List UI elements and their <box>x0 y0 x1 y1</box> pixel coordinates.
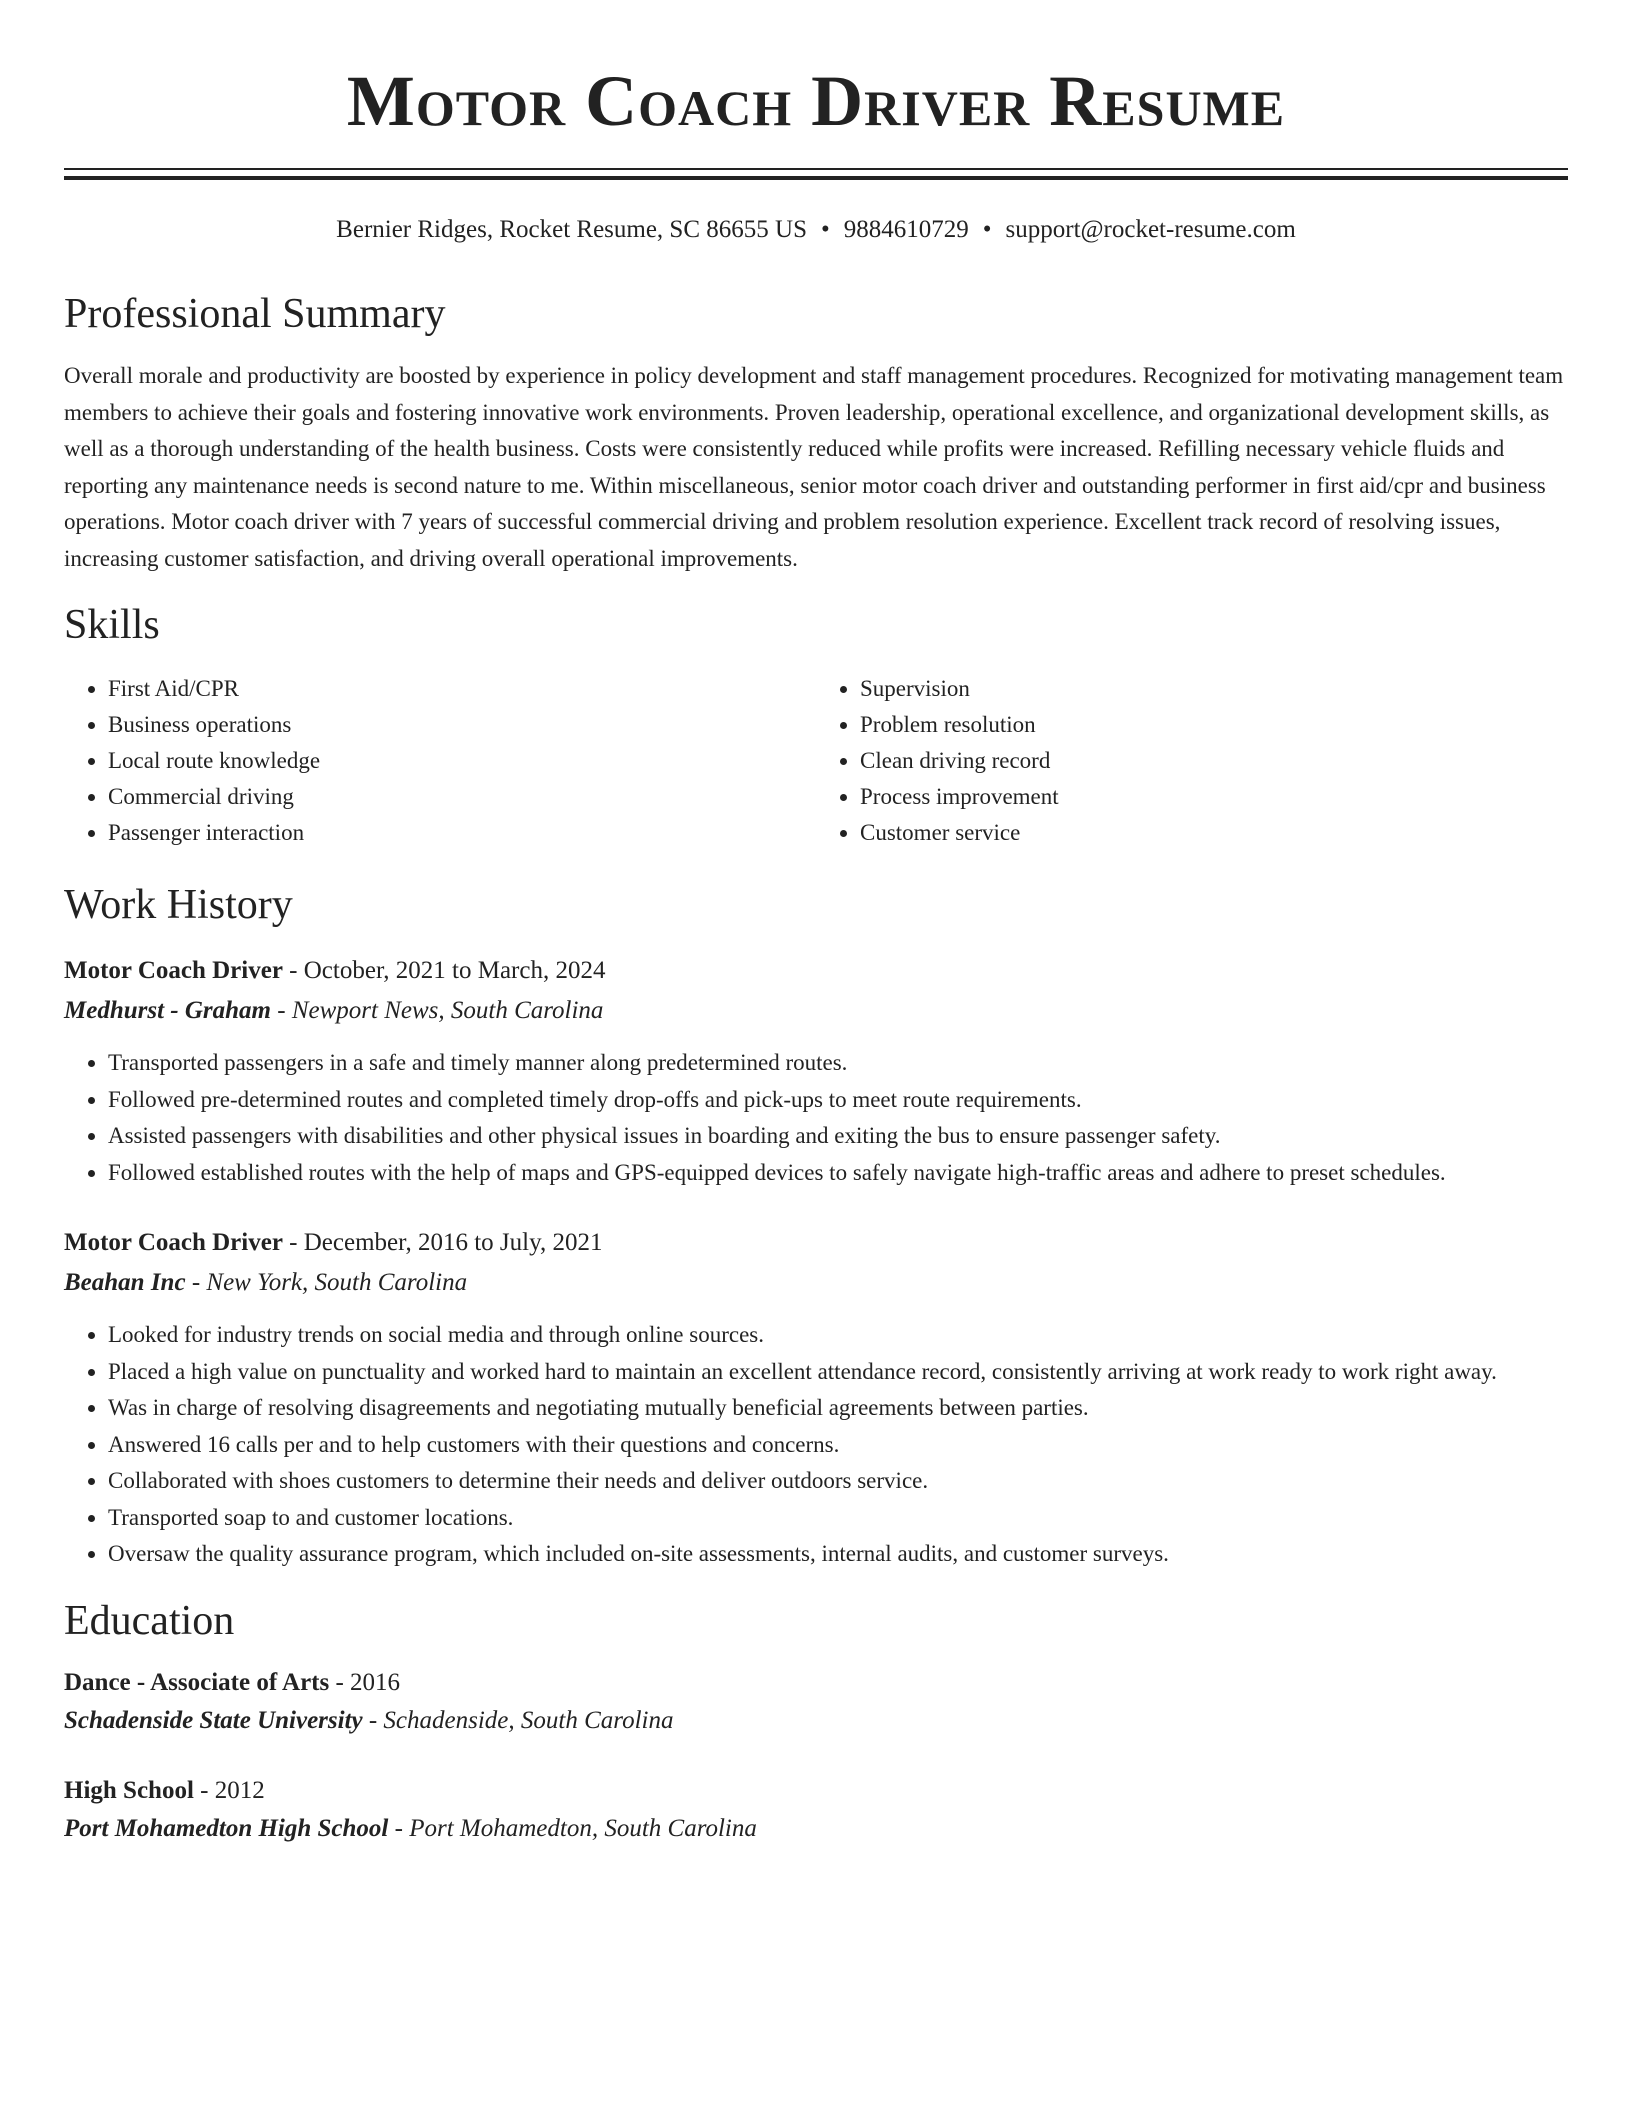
education-year: - 2016 <box>329 1668 401 1696</box>
job-duty: • Was in charge of resolving disagreements and negotiating mutually beneficial agreements between parties. <box>108 1390 1568 1427</box>
contact-phone: 9884610729 <box>843 216 969 243</box>
contact-separator: • <box>982 216 992 243</box>
skill-item: • Commercial driving <box>108 779 816 815</box>
title-rule-thick <box>64 176 1568 180</box>
work-history-heading: Work History <box>64 882 293 928</box>
job-title: Motor Coach Driver <box>64 957 283 984</box>
job-company: Beahan Inc <box>64 1269 186 1296</box>
job-duty: • Placed a high value on punctuality and worked hard to maintain an excellent attendance record, consistently arriving at work ready to work right away. <box>108 1354 1568 1391</box>
job-company-line <box>64 993 1568 1029</box>
skills-column-right <box>816 671 1568 851</box>
skills-heading: Skills <box>64 602 160 648</box>
education-school: Schadenside State University <box>64 1706 363 1734</box>
job-title: Motor Coach Driver <box>64 1229 283 1256</box>
job-entry <box>64 1225 1568 1573</box>
skill-item: • First Aid/CPR <box>108 671 816 707</box>
job-duty: • Oversaw the quality assurance program, which included on-site assessments, internal audits, and customer surveys. <box>108 1536 1568 1573</box>
education-entry <box>64 1773 1568 1847</box>
job-duty: • Looked for industry trends on social media and through online sources. <box>108 1317 1568 1354</box>
job-duties <box>64 1045 1568 1191</box>
resume-title: Motor Coach Driver Resume <box>346 61 1286 141</box>
job-duty: • Transported soap to and customer locations. <box>108 1500 1568 1537</box>
job-company-line <box>64 1265 1568 1301</box>
title-rule-thin <box>64 168 1568 170</box>
education-degree-line <box>64 1665 1568 1701</box>
education-school-line <box>64 1703 1568 1739</box>
skills-column-left <box>64 671 816 851</box>
skill-item: • Process improvement <box>860 779 1568 815</box>
job-company: Medhurst - Graham <box>64 997 271 1024</box>
skill-item: • Passenger interaction <box>108 815 816 851</box>
education-school-line <box>64 1811 1568 1847</box>
job-entry <box>64 953 1568 1191</box>
job-duty: • Answered 16 calls per and to help customers with their questions and concerns. <box>108 1427 1568 1464</box>
job-location: - Newport News, South Carolina <box>271 997 604 1024</box>
contact-line <box>64 214 1568 246</box>
job-duty: • Assisted passengers with disabilities and other physical issues in boarding and exiting the bus to ensure passenger safety. <box>108 1118 1568 1155</box>
job-duty: • Transported passengers in a safe and timely manner along predetermined routes. <box>108 1045 1568 1082</box>
job-duties <box>64 1317 1568 1573</box>
job-dates: - October, 2021 to March, 2024 <box>282 957 606 984</box>
summary-text: Overall morale and productivity are boosted by experience in policy development and staff management procedures. Recognized for motivating management team members to achieve their goals and fostering innovative work environments. Proven leadership, operational excellence, and organizational development skills, as well as a thorough understanding of the health business. Costs were consistently reduced while profits were increased. Refilling necessary vehicle fluids and reporting any maintenance needs is second nature to me. Within miscellaneous, senior motor coach driver and outstanding performer in first aid/cpr and business operations. Motor coach driver with 7 years of successful commercial driving and problem resolution experience. Excellent track record of resolving issues, increasing customer satisfaction, and driving overall operational improvements. <box>64 363 1564 571</box>
job-location: - New York, South Carolina <box>185 1269 468 1296</box>
skill-item: • Customer service <box>860 815 1568 851</box>
summary-heading: Professional Summary <box>64 291 446 337</box>
contact-separator: • <box>820 216 830 243</box>
skills-list <box>64 671 1568 851</box>
contact-email: support@rocket-resume.com <box>1005 216 1296 243</box>
job-title-line <box>64 1225 1568 1261</box>
education-school: Port Mohamedton High School <box>64 1814 389 1842</box>
education-entry <box>64 1665 1568 1739</box>
education-heading: Education <box>64 1597 235 1644</box>
education-location: - Port Mohamedton, South Carolina <box>388 1814 757 1842</box>
skill-item: • Supervision <box>860 671 1568 707</box>
skill-item: • Clean driving record <box>860 743 1568 779</box>
job-duty: • Followed pre-determined routes and completed timely drop-offs and pick-ups to meet route requirements. <box>108 1082 1568 1119</box>
education-degree: High School <box>64 1776 194 1804</box>
skill-item: • Business operations <box>108 707 816 743</box>
contact-address: Bernier Ridges, Rocket Resume, SC 86655 US <box>336 216 807 243</box>
job-duty: • Collaborated with shoes customers to determine their needs and deliver outdoors service. <box>108 1463 1568 1500</box>
job-dates: - December, 2016 to July, 2021 <box>282 1229 603 1256</box>
education-year: - 2012 <box>193 1776 265 1804</box>
education-degree: Dance - Associate of Arts <box>64 1668 330 1696</box>
skill-item: • Problem resolution <box>860 707 1568 743</box>
skill-item: • Local route knowledge <box>108 743 816 779</box>
job-duty: • Followed established routes with the help of maps and GPS-equipped devices to safely navigate high-traffic areas and adhere to preset schedules. <box>108 1155 1568 1192</box>
job-title-line <box>64 953 1568 989</box>
education-degree-line <box>64 1773 1568 1809</box>
education-location: - Schadenside, South Carolina <box>362 1706 674 1734</box>
